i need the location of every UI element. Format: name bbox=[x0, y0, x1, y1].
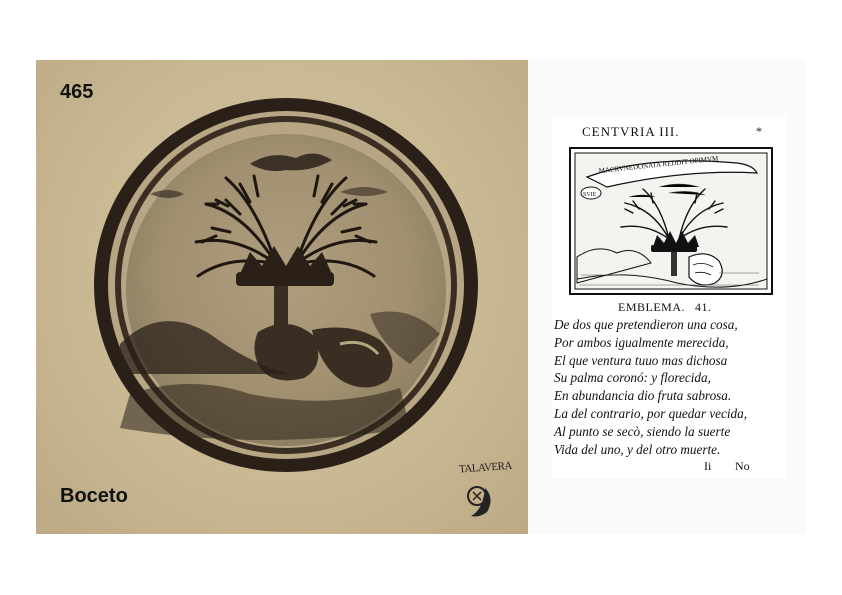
caption-label: Boceto bbox=[60, 485, 128, 507]
verse-line: Vida del uno, y del otro muerte. bbox=[554, 441, 721, 457]
signature-mark: Ii bbox=[704, 459, 712, 473]
verse-line: Por ambos igualmente merecida, bbox=[554, 334, 729, 350]
running-head: CENTVRIA III. bbox=[582, 124, 680, 139]
woodcut-inscription: SVIE bbox=[583, 192, 597, 198]
page-ornament: * bbox=[756, 124, 762, 138]
crown-with-palms-woodcut-icon bbox=[569, 147, 773, 295]
verse-line: En abundancia dio fruta sabrosa. bbox=[554, 388, 732, 404]
talavera-crescent-monogram-icon bbox=[458, 459, 513, 520]
emblem-number: 41. bbox=[695, 300, 712, 314]
verse-line: De dos que pretendieron una cosa, bbox=[554, 317, 738, 332]
talavera-text: TALAVERA bbox=[458, 459, 513, 476]
emblem-heading bbox=[618, 300, 712, 315]
sketch-panel bbox=[36, 60, 528, 534]
verse-line: La del contrario, por quedar vecida, bbox=[554, 405, 748, 421]
verse-line: Su palma coronó: y florecida, bbox=[554, 370, 711, 386]
emblem-book-panel bbox=[528, 60, 806, 534]
emblem-title: EMBLEMA. bbox=[618, 300, 685, 314]
verse-line: El que ventura tuuo mas dichosa bbox=[554, 352, 728, 368]
verse-block bbox=[554, 316, 747, 458]
woodcut-motto: MACRVNEDONATA REDDIT OPIMVM bbox=[598, 154, 719, 175]
talavera-mark bbox=[458, 459, 513, 520]
crowned-palm-medallion-icon bbox=[90, 94, 482, 476]
catalog-number: 465 bbox=[60, 81, 94, 103]
verse-line: Al punto se secò, siendo la suerte bbox=[554, 423, 731, 439]
catchword: No bbox=[735, 459, 750, 473]
